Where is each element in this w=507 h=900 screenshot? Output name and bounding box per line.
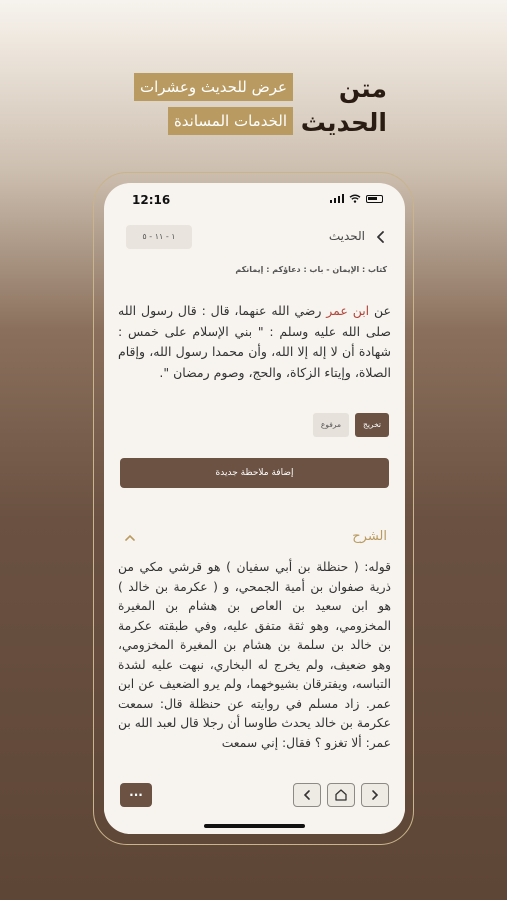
breadcrumb: كتاب : الإيمان - باب : دعاؤكم : إيمانكم [235, 265, 387, 274]
status-time: 12:16 [132, 193, 171, 207]
promo-title-line2: الحديث [300, 108, 387, 137]
promo-header [0, 70, 507, 140]
sharh-text: قوله: ( حنظلة بن أبي سفيان ) هو قرشي مكي من ذرية صفوان بن أمية الجمحي، و ( عكرمة بن خالد ) هو ابن سعيد بن العاص بن هشام بن المغيرة المخزومي، وهو ثقة متفق عليه، وفي طبقته عكرمة بن خالد بن سلمة بن هشام بن المغيرة المخزومي، وهو ضعيف، ولم يخرج له البخاري، نبهت عليه لشدة التباسه، ويفترقان بشيوخهما، ولم يرو الضعيف عن ابن عمر. زاد مسلم في روايته عن حنظلة قال: سمعت عكرمة بن خالد يحدث طاوسا أن رجلا قال لعبد الله بن عمر: ألا تغزو ؟ فقال: إني سمعت [118, 560, 391, 750]
sharh-header[interactable] [104, 529, 405, 549]
hadith-text [118, 301, 391, 383]
takhrij-button[interactable]: تخريج [355, 413, 389, 437]
signal-icon [330, 194, 345, 203]
status-icons [330, 194, 384, 203]
nav-bar [104, 225, 405, 251]
phone-screen [104, 183, 405, 834]
more-button[interactable]: ... [120, 783, 152, 807]
hadith-body: رضي الله عنهما، قال : قال رسول الله صلى الله عليه وسلم : " بني الإسلام على خمس : شهادة أن لا إله إلا الله، وأن محمدا رسول الله، وإقام الصلاة، وإيتاء الزكاة، والحج، وصوم رمضان ". [118, 303, 391, 380]
hadith-number-chip[interactable]: ١ - ١١ - ٥ [126, 225, 192, 249]
status-bar [104, 183, 405, 215]
chevron-left-icon[interactable] [373, 228, 389, 246]
prev-button[interactable] [293, 783, 321, 807]
wifi-icon [349, 194, 361, 203]
hadith-actions [313, 413, 389, 437]
marfu-badge[interactable]: مرفوع [313, 413, 349, 437]
battery-icon [366, 195, 383, 203]
promo-title-line1: متن [338, 74, 387, 103]
page-title: الحديث [328, 229, 365, 243]
chevron-left-icon [302, 789, 312, 801]
chevron-up-icon[interactable] [124, 533, 136, 543]
sharh-title: الشرح [352, 529, 387, 544]
chevron-right-icon [370, 789, 380, 801]
bottom-toolbar [104, 783, 405, 813]
home-button[interactable] [327, 783, 355, 807]
next-button[interactable] [361, 783, 389, 807]
promo-tag-1: عرض للحديث وعشرات [134, 73, 293, 101]
promo-title [301, 72, 387, 140]
hadith-prefix: عن [369, 303, 392, 318]
promo-tag-2: الخدمات المساندة [168, 107, 293, 135]
add-note-button[interactable]: إضافة ملاحظة جديدة [120, 458, 389, 488]
narrator-name[interactable]: ابن عمر [326, 303, 370, 318]
home-icon [334, 788, 348, 802]
home-indicator [204, 824, 305, 828]
